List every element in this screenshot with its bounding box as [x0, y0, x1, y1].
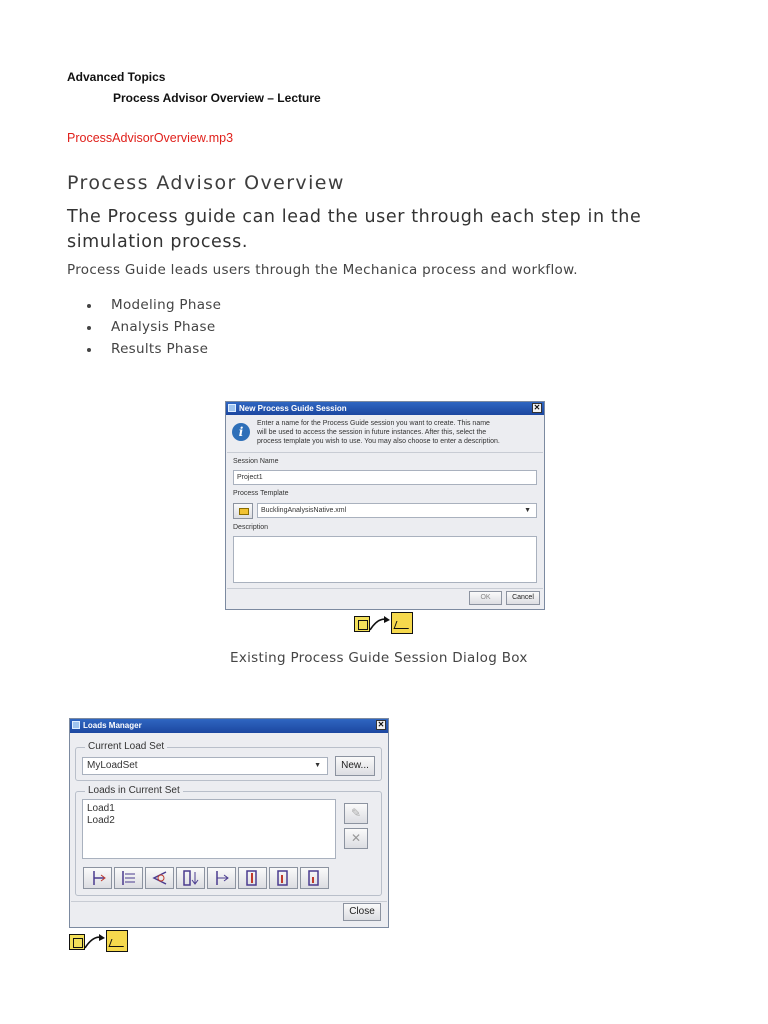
divider	[71, 901, 387, 902]
gravity-tool[interactable]	[176, 867, 205, 889]
pencil-icon: ✎	[350, 806, 362, 820]
bullet-icon	[87, 348, 91, 352]
info-line: will be used to access the session in future instances. After this, select the	[257, 429, 487, 436]
centrifugal-tool[interactable]	[207, 867, 236, 889]
bullet-icon	[87, 304, 91, 308]
list-item	[67, 297, 221, 319]
load-toolbar	[83, 867, 333, 889]
audio-link[interactable]: ProcessAdvisorOverview.mp3	[67, 131, 234, 145]
arrow-icon	[369, 614, 393, 632]
list-item-label: Analysis Phase	[111, 319, 216, 335]
close-button[interactable]: Close	[343, 903, 381, 921]
force-moment-tool[interactable]	[83, 867, 112, 889]
new-load-set-button[interactable]: New...	[335, 756, 375, 776]
insert-image-icon	[69, 930, 128, 952]
group-legend: Current Load Set	[85, 741, 167, 752]
bullet-icon	[87, 326, 91, 330]
load-set-select[interactable]	[82, 757, 328, 775]
dialog-titlebar	[226, 402, 544, 415]
gravity-icon	[177, 868, 204, 888]
template-label: Process Template	[233, 490, 289, 497]
close-icon[interactable]: ✕	[533, 403, 541, 412]
description-textarea[interactable]	[233, 536, 537, 583]
session-name-input[interactable]: Project1	[233, 470, 537, 485]
new-session-dialog	[225, 401, 545, 610]
dialog-title: Loads Manager	[83, 721, 142, 730]
divider	[227, 452, 543, 453]
info-line: Enter a name for the Process Guide session you want to create. This name	[257, 420, 490, 427]
list-item[interactable]: Load2	[87, 815, 115, 826]
figure-caption: Existing Process Guide Session Dialog Box	[230, 650, 528, 666]
mecht-temperature-tool[interactable]	[269, 867, 298, 889]
list-item[interactable]: Load1	[87, 803, 115, 814]
edit-button[interactable]	[344, 803, 368, 824]
list-item-label: Results Phase	[111, 341, 209, 357]
info-icon: i	[232, 423, 250, 441]
open-folder-button[interactable]	[233, 503, 253, 519]
template-select-value: BucklingAnalysisNative.xml	[261, 507, 347, 514]
session-name-label: Session Name	[233, 458, 279, 465]
window-icon	[228, 404, 236, 412]
pressure-tool[interactable]	[114, 867, 143, 889]
window-icon	[72, 721, 80, 729]
pressure-icon	[115, 868, 142, 888]
section-title: Advanced Topics	[67, 70, 166, 84]
arrow-icon	[84, 932, 108, 950]
picture-large-icon	[391, 612, 413, 634]
list-item	[67, 341, 221, 363]
insert-image-icon	[354, 612, 413, 634]
dropdown-arrow-icon: ▼	[524, 507, 531, 514]
cancel-button[interactable]: Cancel	[506, 591, 540, 605]
dialog-title: New Process Guide Session	[239, 404, 347, 413]
picture-small-icon	[354, 616, 370, 632]
picture-small-icon	[69, 934, 85, 950]
group-legend: Loads in Current Set	[85, 785, 183, 796]
close-icon[interactable]: ✕	[377, 720, 385, 729]
divider	[227, 588, 543, 589]
delete-button[interactable]	[344, 828, 368, 849]
page-heading: Process Advisor Overview	[67, 172, 345, 194]
description-label: Description	[233, 524, 269, 531]
loads-manager-dialog	[69, 718, 389, 928]
ok-button[interactable]: OK	[469, 591, 502, 605]
lecture-title: Process Advisor Overview – Lecture	[113, 91, 321, 105]
list-item	[67, 319, 221, 341]
temperature-icon	[239, 868, 266, 888]
bearing-tool[interactable]	[145, 867, 174, 889]
info-text	[257, 419, 542, 446]
temperature-field-icon	[301, 868, 328, 888]
loads-list[interactable]	[82, 799, 336, 859]
temperature-tool[interactable]	[238, 867, 267, 889]
dropdown-arrow-icon: ▼	[314, 762, 321, 769]
centrifugal-icon	[208, 868, 235, 888]
folder-icon	[239, 508, 249, 515]
phase-list	[67, 297, 221, 363]
template-select[interactable]	[257, 503, 537, 518]
dialog-titlebar	[70, 719, 388, 733]
delete-icon: ✕	[350, 831, 362, 845]
info-line: process template you wish to use. You may also choose to enter a description.	[257, 438, 500, 445]
load-set-value: MyLoadSet	[87, 760, 138, 771]
bearing-icon	[146, 868, 173, 888]
thermometer-icon	[270, 868, 297, 888]
picture-large-icon	[106, 930, 128, 952]
lead-paragraph: The Process guide can lead the user through each step in the simulation process.	[67, 207, 642, 252]
force-icon	[84, 868, 111, 888]
external-temperature-tool[interactable]	[300, 867, 329, 889]
intro-paragraph: Process Guide leads users through the Mechanica process and workflow.	[67, 262, 578, 278]
list-item-label: Modeling Phase	[111, 297, 222, 313]
